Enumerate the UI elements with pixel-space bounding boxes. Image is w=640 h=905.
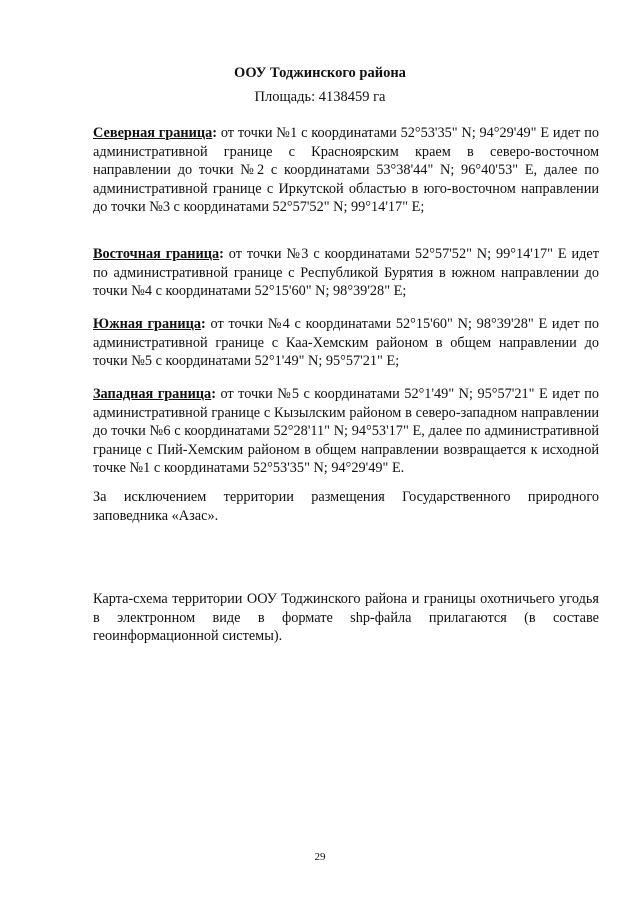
west-boundary-text: от точки №5 с координатами 52°1'49" N; 95°57'21" E идет по административной границе с Кызылским районом в северо-западном направлении до точки №6 с координатами 52°28'11" N; 94°53'17" E, далее по административной границе с Пий-Хемским районом в общем направлении возвращается к исходной точке №1 с координатами 52°53'35" N; 94°29'49" E.	[93, 386, 599, 477]
north-boundary-heading: Северная граница	[93, 125, 213, 141]
document-title: ООУ Тоджинского района	[234, 65, 406, 81]
exclusion-paragraph: За исключением территории размещения Государственного природного заповедника «Азас».	[93, 489, 599, 524]
west-boundary-paragraph	[93, 385, 599, 478]
east-boundary-colon: :	[219, 246, 224, 262]
page-number: 29	[314, 851, 326, 863]
north-boundary-colon: :	[212, 125, 218, 141]
west-boundary-heading: Западная граница	[93, 386, 212, 402]
east-boundary-paragraph	[93, 245, 599, 301]
south-boundary-heading: Южная граница	[93, 316, 201, 332]
south-boundary-text: от точки №4 с координатами 52°15'60" N; 98°39'28" E идет по административной границе с Каа-Хемским районом в общем направлении до точки №5 с координатами 52°1'49" N; 95°57'21" E;	[93, 316, 599, 370]
map-note-paragraph: Карта-схема территории ООУ Тоджинского района и границы охотничьего угодья в электронном виде в формате shp-файла прилагаются (в составе геоинформационной системы).	[93, 591, 599, 645]
east-boundary-heading: Восточная граница	[93, 246, 220, 262]
south-boundary-paragraph	[93, 315, 599, 371]
north-boundary-text: от точки №1 с координатами 52°53'35" N; 94°29'49" E идет по административной границе с Красноярским краем в северо-восточном направлении до точки №2 с координатами 53°38'44" N; 96°40'53" E, далее по административной границе с Иркутской областью в юго-восточном направлении до точки №3 с координатами 52°57'52" N; 99°14'17" E;	[93, 125, 599, 216]
area-line: Площадь: 4138459 га	[254, 89, 386, 105]
north-boundary-paragraph	[93, 124, 599, 217]
east-boundary-text: от точки №3 с координатами 52°57'52" N; 99°14'17" E идет по административной границе с Республикой Бурятия в южном направлении до точки №4 с координатами 52°15'60" N; 98°39'28" E;	[93, 246, 599, 300]
west-boundary-colon: :	[211, 386, 216, 402]
south-boundary-colon: :	[200, 316, 206, 332]
